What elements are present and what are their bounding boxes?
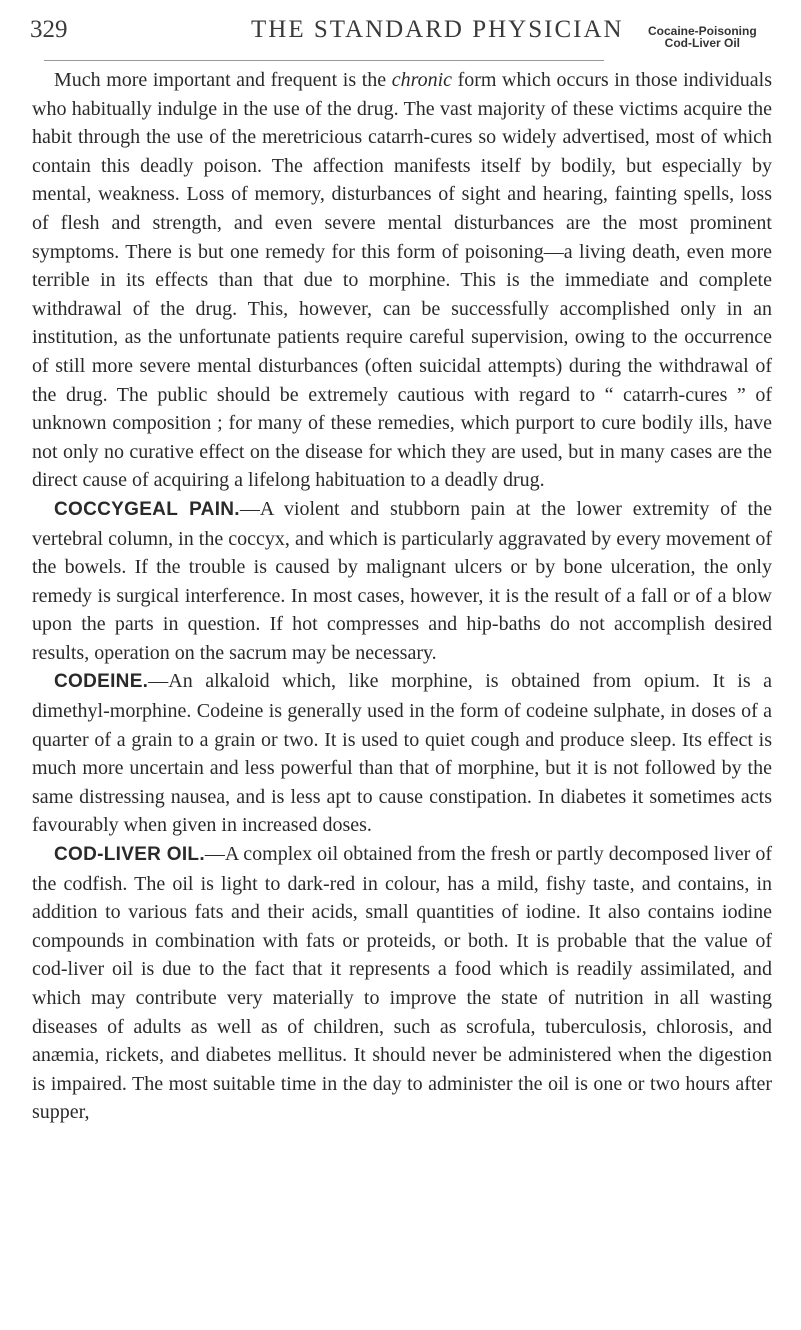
page-number: 329 <box>30 16 68 43</box>
section-tag-first: Cocaine-Poisoning <box>648 24 757 38</box>
entry-text: —An alkaloid which, like morphine, is obtained from opium. It is a dimethyl-morphine. Codeine is generally used in the form of codeine sulphate, in doses of a quarter of a grain to a grain or two. It is used to quiet cough and produce sleep. Its effect is much more uncertain and less powerful than that of morphine, but it is not followed by the same distressing nausea, and is less apt to cause constipation. In diabetes it sometimes acts favourably when given in increased doses. <box>32 670 772 837</box>
entry-text: —A violent and stubborn pain at the lower extremity of the vertebral column, in the coccyx, and which is particularly aggravated by every movement of the bowels. If the trouble is caused by malignant ulcers or by bone ulceration, the only remedy is surgical interference. In most cases, however, it is the result of a fall or of a blow upon the parts in question. If hot compresses and hip-baths do not accomplish desired results, operation on the sacrum may be necessary. <box>32 497 772 664</box>
header-rule <box>44 60 604 61</box>
section-tag-last: Cod-Liver Oil <box>664 36 741 50</box>
entry-cod-liver-oil <box>32 840 772 1127</box>
section-tag <box>648 25 757 49</box>
entry-heading: COD-LIVER OIL. <box>54 844 205 866</box>
body-text <box>32 66 772 1127</box>
entry-codeine <box>32 667 772 840</box>
entry-heading: COCCYGEAL PAIN. <box>54 498 240 520</box>
paragraph-text: form which occurs in those individuals who habitually indulge in the use of the drug. The vast majority of these victims acquire the habit through the use of the meretricious catarrh-cures so widely advertised, most of which contain this deadly poison. The affection manifests itself by bodily, but especially by mental, weakness. Loss of memory, disturbances of sight and hearing, fainting spells, loss of flesh and strength, and even severe mental disturbances are the most prominent symptoms. There is but one remedy for this form of poisoning—a living death, even more terrible in its effects than that due to morphine. This is the immediate and complete withdrawal of the drug. This, however, can be successfully accomplished only in an institution, as the unfortunate patients require careful supervision, owing to the occurrence of still more severe mental disturbances (often suicidal attempts) during the withdrawal of the drug. The public should be extremely cautious with regard to “ catarrh-cures ” of unknown composition ; for many of these remedies, which purport to cure bodily ills, have not only no curative effect on the disease for which they are used, but in many cases are the direct cause of acquiring a lifelong habituation to a deadly drug. <box>32 69 772 492</box>
running-title: THE STANDARD PHYSICIAN <box>251 16 624 43</box>
entry-heading: CODEINE. <box>54 671 149 693</box>
entry-coccygeal-pain <box>32 495 772 668</box>
paragraph-text: Much more important and frequent is the <box>54 69 392 91</box>
paragraph-chronic-cocaine <box>32 66 772 495</box>
page-header <box>30 16 775 56</box>
emphasis-chronic: chronic <box>391 69 453 91</box>
entry-text: —A complex oil obtained from the fresh or partly decomposed liver of the codfish. The oil is light to dark-red in colour, has a mild, fishy taste, and contains, in addition to various fats and their acids, small quantities of iodine. It also contains iodine compounds in combination with fats or proteids, or both. It is probable that the value of cod-liver oil is due to the fact that it represents a food which is readily assimilated, and which may contribute very materially to improve the state of nutrition in all wasting diseases of adults as well as of children, such as scrofula, tuberculosis, chlorosis, and anæmia, rickets, and diabetes mellitus. It should never be administered when the digestion is impaired. The most suitable time in the day to administer the oil is one or two hours after supper, <box>32 843 772 1124</box>
